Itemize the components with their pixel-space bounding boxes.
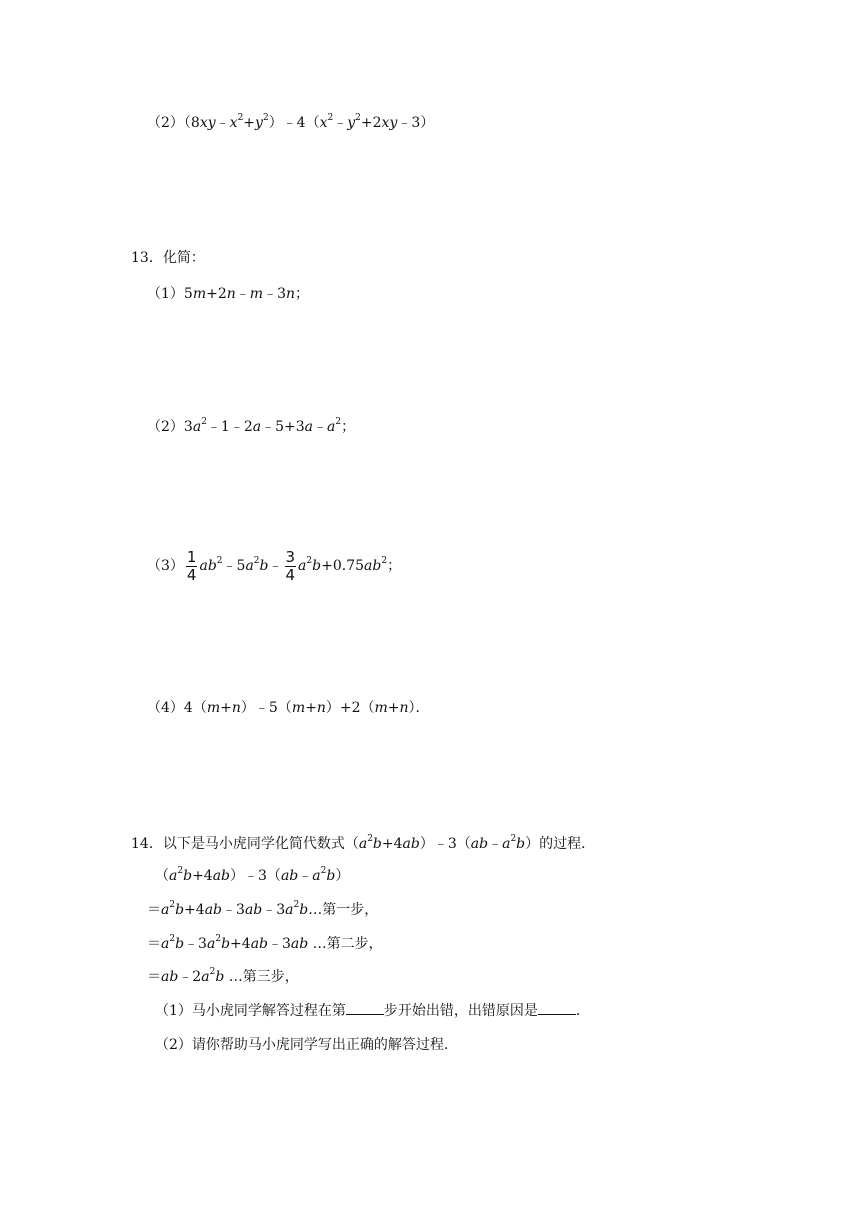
fraction-one-quarter: $\frac{1}{4}$ (186, 547, 197, 584)
answer-blank-step[interactable] (346, 1002, 384, 1015)
expression: $(a^2b+4ab)﹣3(ab﹣a^2b)$ (155, 866, 350, 884)
expression: 5m+2n﹣m﹣3n； (183, 286, 310, 302)
problem-13-heading (131, 248, 205, 268)
problem-number: 13． (131, 250, 163, 266)
solution-step-3 (147, 967, 299, 987)
problem-14-intro: 14．以下是马小虎同学化简代数式$(a^2b+4ab)﹣3(ab﹣a^2b)$的过程． (131, 834, 596, 852)
solution-step-2 (147, 934, 383, 954)
step-note: …第二步， (308, 936, 383, 952)
answer-blank-reason[interactable] (538, 1002, 576, 1015)
problem-title: 化简： (162, 250, 205, 266)
part-label: （2） (147, 115, 184, 131)
problem-13-part-1 (147, 284, 309, 304)
problem-13-part-4 (147, 698, 430, 718)
expression: $=a^2b+4ab﹣3ab﹣3a^2b$ (147, 900, 309, 918)
step-note: …第三步， (224, 969, 299, 985)
problem-12-part-2 (147, 113, 434, 133)
solution-step-1 (147, 900, 378, 920)
expression: $\frac{1}{4}$ $ab^2﹣5a^2b﹣$ $\frac{3}{4}$ $a^2b+0.75ab^2$； (186, 547, 402, 584)
solution-line-0 (155, 866, 349, 886)
expression: $=a^2b﹣3a^2b+4ab﹣3ab$ (147, 934, 309, 952)
problem-14-question-2: （2）请你帮助马小虎同学写出正确的解答过程． (155, 1037, 458, 1053)
expression: $a^2b+4ab$ (358, 834, 420, 852)
expression: 4（m+n）﹣5（m+n）+2（m+n）． (183, 700, 430, 716)
problem-13-part-3 (147, 546, 401, 586)
part-label: （1） (147, 286, 184, 302)
part-label: （4） (147, 700, 184, 716)
part-label: （2） (147, 419, 184, 435)
fraction-three-quarters: $\frac{3}{4}$ (285, 547, 296, 584)
problem-13-part-2 (147, 417, 355, 437)
expression: $(8xy﹣x^2+y^2)﹣4(x^2﹣y^2+2xy﹣3)$ (183, 113, 435, 131)
expression: $=ab﹣2a^2b$ (147, 967, 225, 985)
expression: $3a^2﹣1﹣2a﹣5+3a﹣a^2$； (183, 417, 356, 435)
part-label: （3） (147, 558, 184, 574)
expression: $ab﹣a^2b$ (470, 834, 526, 852)
problem-14-question-1: （1）马小虎同学解答过程在第 步开始出错，出错原因是 ． (155, 1003, 590, 1019)
step-note: …第一步， (308, 902, 379, 918)
problem-number: 14． (131, 836, 163, 852)
